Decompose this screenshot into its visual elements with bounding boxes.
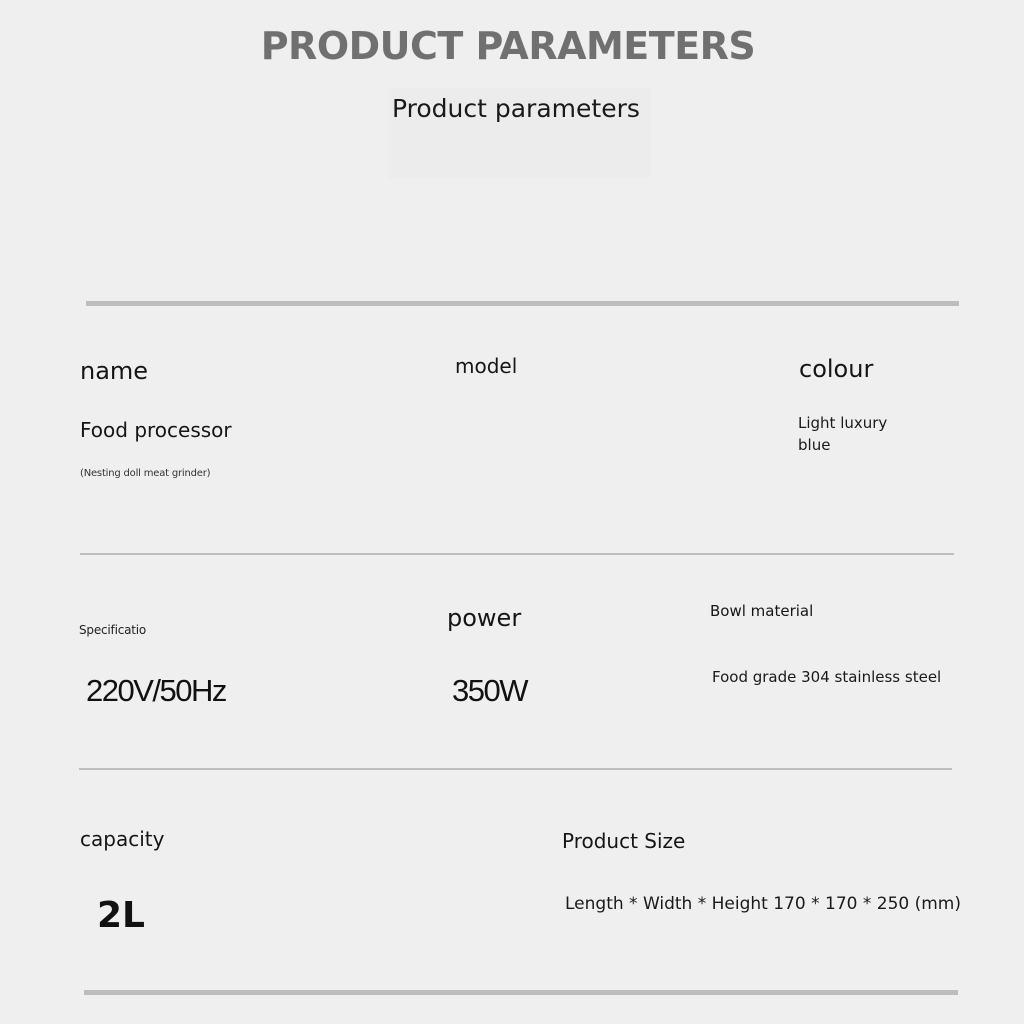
row1-divider (80, 553, 954, 555)
spec-value: 220V/50Hz (86, 673, 226, 708)
capacity-label: capacity (80, 827, 165, 851)
colour-label: colour (799, 355, 874, 383)
product-size-label: Product Size (562, 829, 686, 853)
bottom-divider (84, 990, 958, 995)
name-value: Food processor (80, 418, 232, 442)
power-label: power (447, 604, 522, 632)
power-value: 350W (452, 673, 527, 708)
name-note: (Nesting doll meat grinder) (80, 468, 211, 479)
page-subtitle: Product parameters (392, 94, 640, 123)
spec-label: Specificatio (79, 623, 147, 637)
name-label: name (80, 357, 149, 385)
top-divider (86, 301, 959, 306)
product-size-value: Length * Width * Height 170 * 170 * 250 (mm) (565, 894, 961, 914)
bowl-material-value: Food grade 304 stainless steel (712, 668, 942, 686)
bowl-material-label: Bowl material (710, 602, 814, 620)
model-label: model (455, 354, 518, 378)
capacity-value: 2L (97, 895, 145, 936)
row2-divider (79, 768, 952, 770)
page-title: PRODUCT PARAMETERS (260, 24, 756, 68)
colour-value: Light luxury blue (798, 414, 888, 454)
